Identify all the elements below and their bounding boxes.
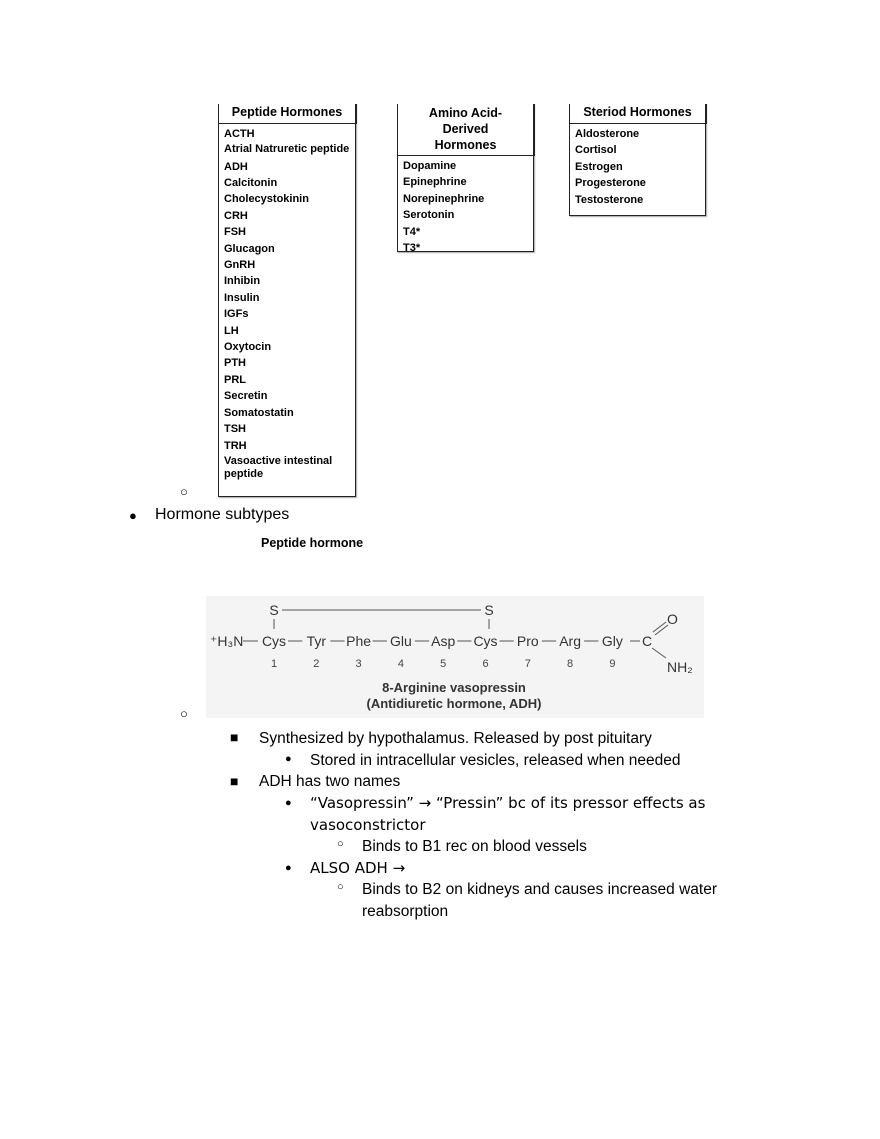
steroid-hormone-item: Estrogen [575, 160, 623, 173]
peptide-hormone-item: IGFs [224, 308, 249, 321]
hormone-subtypes-heading: Hormone subtypes [155, 506, 290, 523]
residue-number: 2 [313, 658, 320, 670]
peptide-hormone-item: CRH [224, 209, 248, 222]
carbon-label: C [642, 633, 653, 649]
peptide-hormone-caption: Peptide hormone [261, 536, 364, 550]
circle-bullet-icon-4: ○ [337, 881, 344, 893]
peptide-hormone-item: PTH [224, 357, 246, 370]
residue-number: 8 [567, 658, 574, 670]
synthesized-note: Synthesized by hypothalamus. Released by post pituitary [259, 730, 652, 747]
amino-acid-hormones-list [398, 156, 533, 256]
peptide-hormone-item: Secretin [224, 390, 268, 403]
residue-label: Glu [390, 633, 412, 649]
disc-bullet-icon-2: ● [285, 753, 292, 765]
peptide-hormone-item: Glucagon [224, 242, 275, 255]
stored-note: Stored in intracellular vesicles, released when needed [310, 752, 681, 769]
residue-number: 7 [524, 658, 531, 670]
oxygen-label: O [667, 611, 678, 627]
residue-number: 3 [355, 658, 362, 670]
residue-label: Phe [346, 633, 372, 649]
sulfur-right-label: S [484, 602, 494, 618]
residue-label: Gly [601, 633, 623, 649]
peptide-hormone-item: Oxytocin [224, 341, 272, 354]
sulfur-left-label: S [269, 602, 279, 618]
steroid-hormone-item: Aldosterone [575, 128, 640, 140]
figure-subtitle: (Antidiuretic hormone, ADH) [366, 696, 542, 711]
residue-label: Pro [516, 633, 539, 649]
square-bullet-icon-2: ■ [230, 773, 239, 789]
residue-label: Tyr [306, 633, 327, 649]
peptide-hormone-item: Atrial Natruretic peptide [224, 143, 350, 156]
residue-label: Asp [431, 633, 456, 649]
residue-label: Cys [261, 633, 287, 649]
residue-number: 6 [482, 658, 489, 670]
residue-chain [243, 633, 623, 670]
disc-bullet-icon: ● [129, 508, 137, 523]
peptide-hormone-item: GnRH [224, 259, 256, 272]
binds-b1-note: Binds to B1 rec on blood vessels [362, 838, 587, 855]
vasopressin-structure-diagram [206, 596, 704, 718]
amide-label: NH₂ [667, 659, 693, 675]
amino-acid-hormone-item: Epinephrine [403, 176, 467, 189]
peptide-hormone-item: PRL [224, 373, 246, 386]
figure-title: 8-Arginine vasopressin [382, 680, 526, 695]
amino-acid-hormone-item: Dopamine [403, 160, 457, 172]
residue-number: 9 [609, 658, 616, 670]
amino-acid-hormones-title: Amino Acid-Derived Hormones [397, 104, 535, 156]
carbonyl-bond [653, 622, 666, 632]
residue-number: 4 [397, 658, 404, 670]
vasopressin-note-line1: “Vasopressin” → “Pressin” bc of its pressor effects as [310, 794, 706, 812]
disc-bullet-icon-4: ● [285, 862, 292, 874]
peptide-hormone-item: ADH [224, 160, 248, 173]
circle-bullet-icon: ○ [180, 484, 188, 499]
peptide-hormone-item: Inhibin [224, 275, 261, 288]
peptide-hormones-title: Peptide Hormones [218, 104, 357, 124]
disc-bullet-icon-3: ● [285, 797, 292, 809]
peptide-hormone-item: LH [224, 324, 239, 337]
circle-bullet-icon-2: ○ [180, 706, 188, 721]
peptide-hormones-list [219, 124, 355, 483]
vasopressin-structure-figure [206, 596, 704, 718]
square-bullet-icon: ■ [230, 729, 239, 745]
amide-bond [652, 648, 666, 658]
peptide-hormone-item: TRH [224, 439, 247, 452]
peptide-hormone-item: ACTH [224, 128, 255, 140]
peptide-hormones-table [218, 104, 356, 497]
amino-acid-hormones-table [397, 104, 534, 255]
residue-number: 5 [440, 658, 447, 670]
steroid-hormones-title: Steriod Hormones [569, 104, 707, 124]
residue-number: 1 [270, 658, 278, 670]
amino-acid-hormone-item: T3* [403, 242, 421, 255]
peptide-hormone-item: Calcitonin [224, 177, 278, 190]
two-names-note: ADH has two names [259, 773, 401, 790]
amino-acid-hormone-item: T4* [403, 225, 421, 238]
peptide-hormone-item: Vasoactive intestinal peptide [224, 454, 333, 481]
also-adh-note: ALSO ADH → [310, 859, 406, 877]
peptide-hormone-item: Somatostatin [224, 406, 294, 419]
n-terminus-label: ⁺H₃N [210, 633, 244, 649]
amino-acid-hormone-item: Norepinephrine [403, 192, 485, 205]
peptide-hormone-item: Cholecystokinin [224, 193, 309, 206]
steroid-hormone-item: Progesterone [575, 177, 646, 190]
binds-b2-note-line1: Binds to B2 on kidneys and causes increased water [362, 881, 717, 898]
steroid-hormones-list [570, 124, 705, 208]
circle-bullet-icon-3: ○ [337, 838, 344, 850]
residue-label: Arg [559, 633, 581, 649]
steroid-hormone-item: Testosterone [575, 193, 644, 206]
amino-acid-hormone-item: Serotonin [403, 209, 455, 222]
binds-b2-note-line2: reabsorption [362, 903, 449, 920]
peptide-hormone-item: FSH [224, 226, 246, 239]
vasopressin-note-line2: vasoconstrictor [310, 816, 426, 834]
peptide-hormone-item: TSH [224, 423, 246, 436]
residue-label: Cys [473, 633, 498, 649]
peptide-hormone-item: Insulin [224, 291, 260, 304]
steroid-hormones-table [569, 104, 706, 216]
steroid-hormone-item: Cortisol [575, 144, 617, 157]
